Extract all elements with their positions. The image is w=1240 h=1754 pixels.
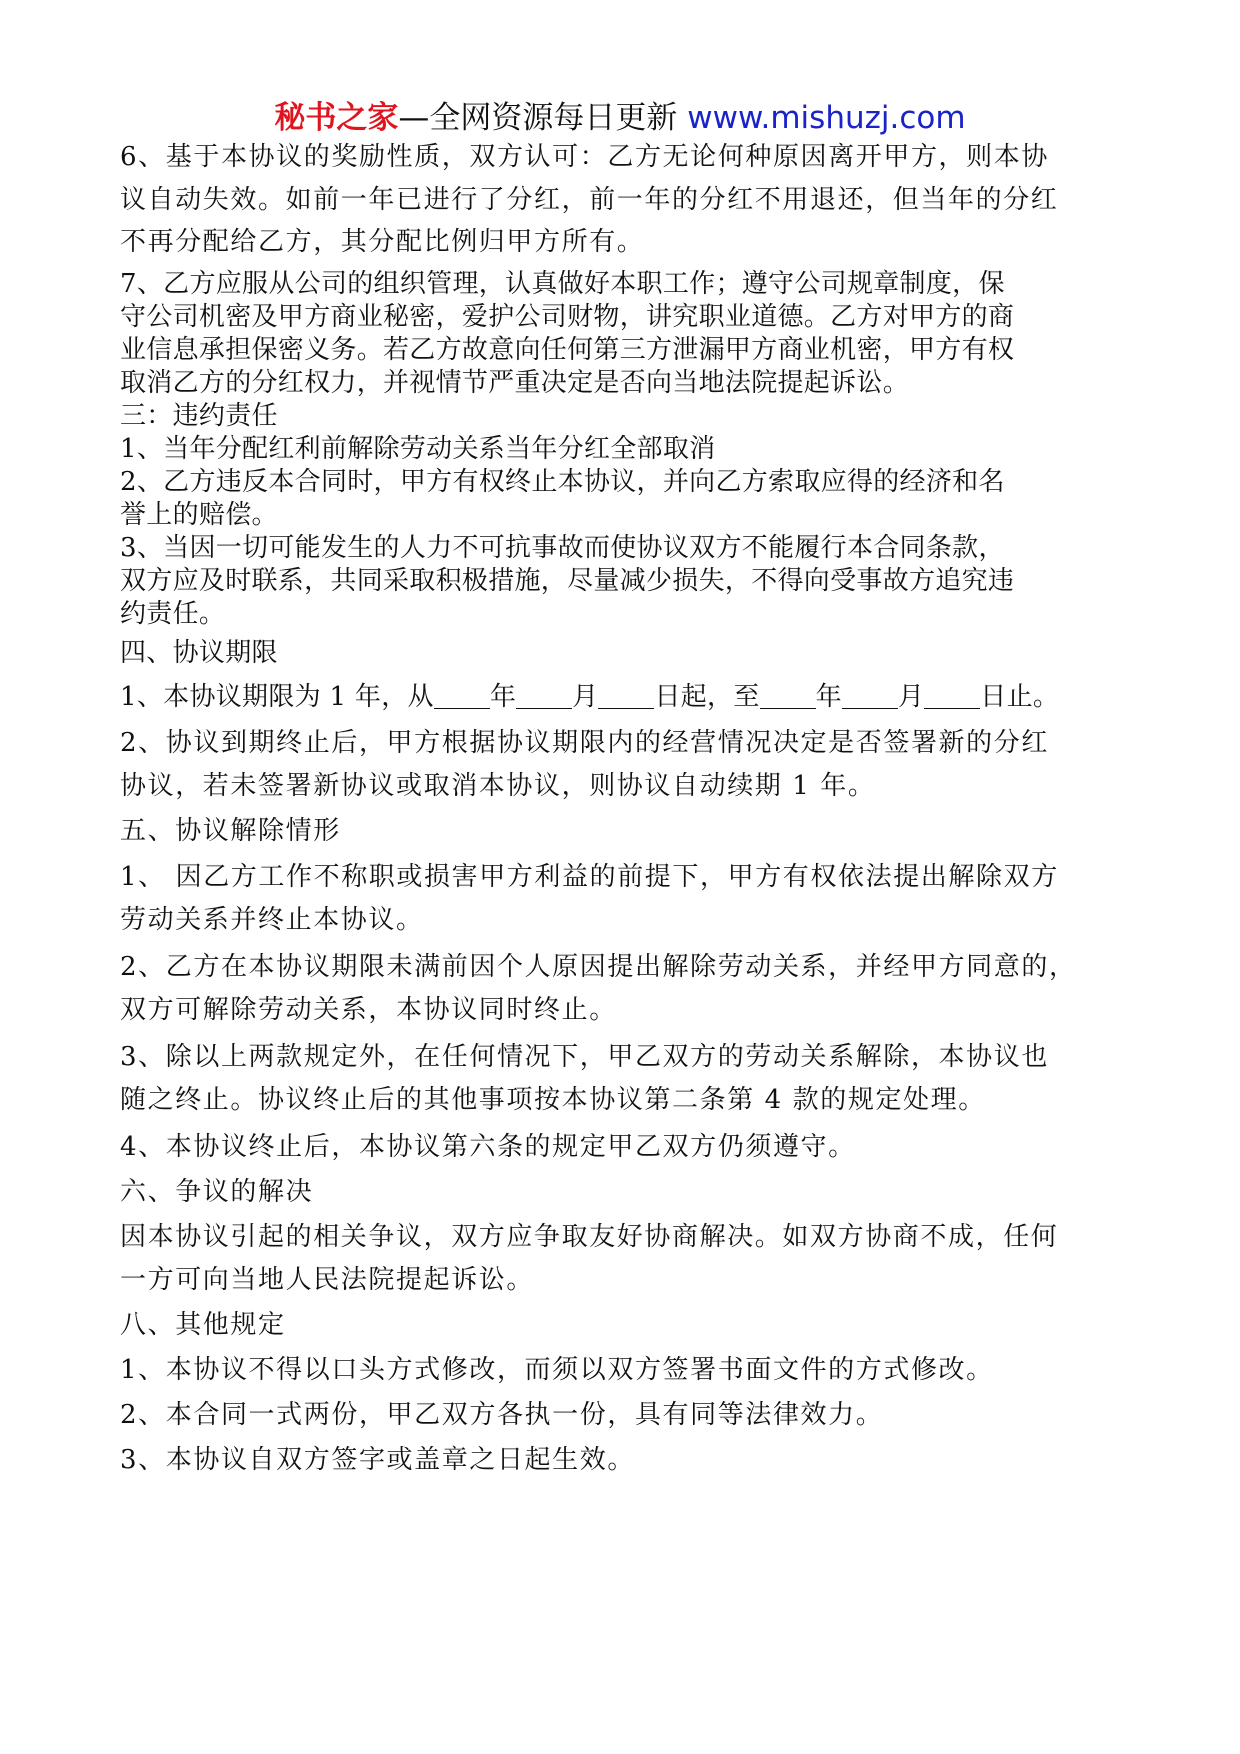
section-heading: 六、争议的解决 xyxy=(120,1177,314,1207)
paragraph-line: 不再分配给乙方，其分配比例归甲方所有。 xyxy=(120,227,645,257)
paragraph-line: 劳动关系并终止本协议。 xyxy=(120,905,424,935)
start-year-blank[interactable] xyxy=(434,682,490,709)
paragraph-line: 取消乙方的分红权力，并视情节严重决定是否向当地法院提起诉讼。 xyxy=(120,368,910,398)
end-month-blank[interactable] xyxy=(842,682,898,709)
section-heading: 八、其他规定 xyxy=(120,1310,286,1340)
paragraph-line: 一方可向当地人民法院提起诉讼。 xyxy=(120,1265,535,1295)
paragraph-line: 1、本协议不得以口头方式修改，而须以双方签署书面文件的方式修改。 xyxy=(120,1355,994,1385)
paragraph-line: 2、协议到期终止后，甲方根据协议期限内的经营情况决定是否签署新的分红 xyxy=(120,728,1049,758)
year-label: 年 xyxy=(815,682,842,712)
paragraph-line: 议自动失效。如前一年已进行了分红，前一年的分红不用退还，但当年的分红 xyxy=(120,185,1059,215)
paragraph-line: 约责任。 xyxy=(120,599,226,629)
paragraph-line: 守公司机密及甲方商业秘密，爱护公司财物，讲究职业道德。乙方对甲方的商 xyxy=(120,302,1015,332)
paragraph-line: 协议，若未签署新协议或取消本协议，则协议自动续期 1 年。 xyxy=(120,771,876,801)
term-prefix: 1、本协议期限为 1 年，从 xyxy=(120,682,434,712)
start-month-blank[interactable] xyxy=(516,682,572,709)
paragraph-line: 4、本协议终止后，本协议第六条的规定甲乙双方仍须遵守。 xyxy=(120,1132,856,1162)
start-day-blank[interactable] xyxy=(598,682,654,709)
paragraph-line: 双方可解除劳动关系，本协议同时终止。 xyxy=(120,995,617,1025)
paragraph-line: 誉上的赔偿。 xyxy=(120,500,278,530)
paragraph-line: 3、除以上两款规定外，在任何情况下，甲乙双方的劳动关系解除，本协议也 xyxy=(120,1042,1049,1072)
paragraph-line: 3、当因一切可能发生的人力不可抗事故而使协议双方不能履行本合同条款， xyxy=(120,533,1005,563)
section-heading: 三：违约责任 xyxy=(120,401,278,431)
site-tagline: —全网资源每日更新 xyxy=(398,100,688,136)
paragraph-line: 2、本合同一式两份，甲乙双方各执一份，具有同等法律效力。 xyxy=(120,1400,884,1430)
paragraph-line: 随之终止。协议终止后的其他事项按本协议第二条第 4 款的规定处理。 xyxy=(120,1085,986,1115)
month-label: 月 xyxy=(897,682,925,712)
paragraph-line: 3、本协议自双方签字或盖章之日起生效。 xyxy=(120,1445,635,1475)
paragraph-line: 1、 因乙方工作不称职或损害甲方利益的前提下，甲方有权依法提出解除双方 xyxy=(120,862,1059,892)
paragraph-line: 业信息承担保密义务。若乙方故意向任何第三方泄漏甲方商业机密，甲方有权 xyxy=(120,335,1015,365)
year-label: 年 xyxy=(489,682,517,712)
paragraph-line: 1、当年分配红利前解除劳动关系当年分红全部取消 xyxy=(120,434,716,464)
paragraph-line: 6、基于本协议的奖励性质，双方认可：乙方无论何种原因离开甲方，则本协 xyxy=(120,142,1049,172)
day-label: 日止。 xyxy=(980,682,1060,712)
paragraph-line: 7、乙方应服从公司的组织管理，认真做好本职工作；遵守公司规章制度，保 xyxy=(120,269,1005,299)
section-heading: 四、协议期限 xyxy=(120,638,278,668)
paragraph-line: 2、乙方在本协议期限未满前因个人原因提出解除劳动关系，并经甲方同意的， xyxy=(120,952,1077,982)
section-heading: 五、协议解除情形 xyxy=(120,816,341,846)
term-period-line xyxy=(120,680,1130,714)
day-label: 日起，至 xyxy=(654,682,760,712)
site-brand: 秘书之家 xyxy=(274,100,399,136)
end-day-blank[interactable] xyxy=(924,682,980,709)
end-year-blank[interactable] xyxy=(760,682,816,709)
paragraph-line: 双方应及时联系，共同采取积极措施，尽量减少损失，不得向受事故方追究违 xyxy=(120,566,1015,596)
month-label: 月 xyxy=(572,682,599,712)
paragraph-line: 2、乙方违反本合同时，甲方有权终止本协议，并向乙方索取应得的经济和名 xyxy=(120,467,1005,497)
site-url: www.mishuzj.com xyxy=(687,100,966,136)
paragraph-line: 因本协议引起的相关争议，双方应争取友好协商解决。如双方协商不成，任何 xyxy=(120,1222,1059,1252)
